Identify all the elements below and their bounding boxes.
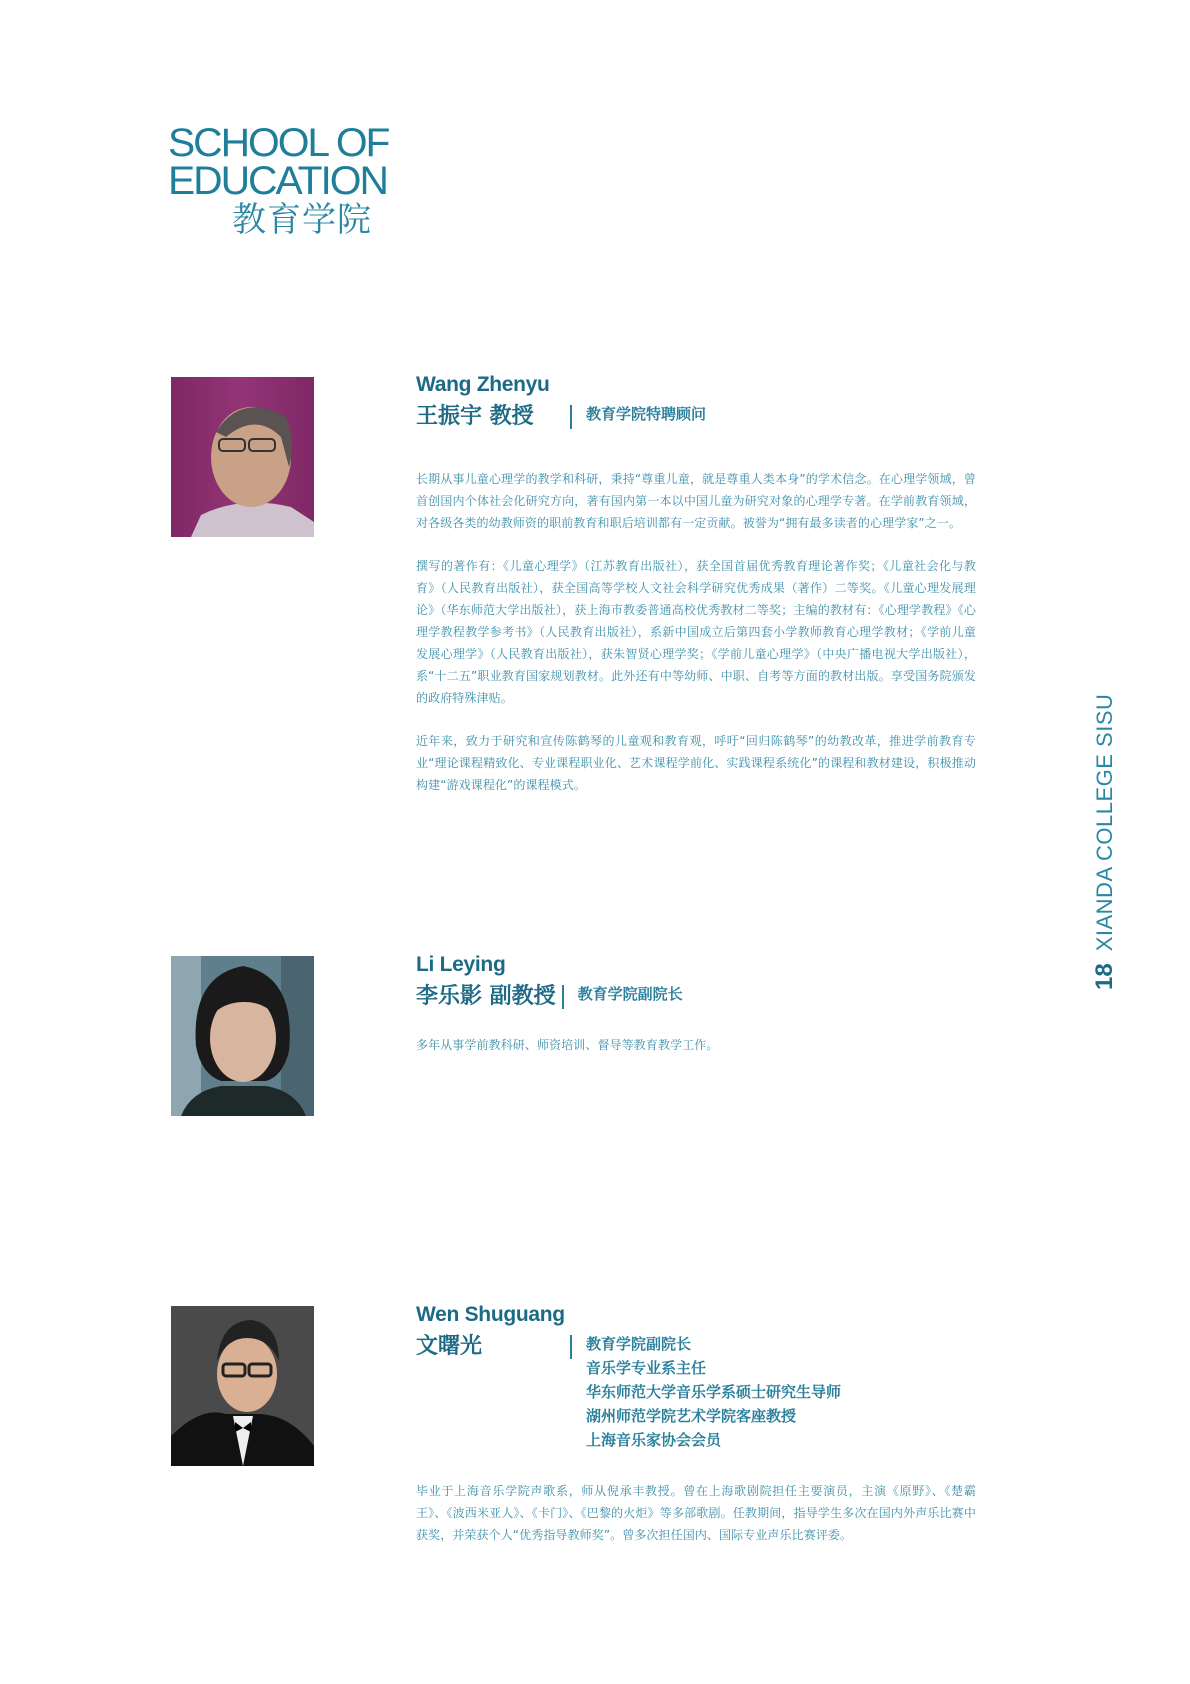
divider (570, 1335, 572, 1359)
bio-paragraph: 多年从事学前教科研、师资培训、督导等教育教学工作。 (416, 1038, 719, 1052)
bio-paragraph: 撰写的著作有：《儿童心理学》（江苏教育出版社），获全国首届优秀教育理论著作奖；《儿童社会化与教育》（人民教育出版社），获全国高等学校人文社会科学研究优秀成果（著作）二等奖。《儿童心理发展理论》（华东师范大学出版社），获上海市教委普通高校优秀教材二等奖；主编的教材有：《心理学教程》《心理学教程教学参考书》（人民教育出版社），系新中国成立后第四套小学教师教育心理学教材；《学前儿童发展心理学》（人民教育出版社），获朱智贤心理学奖；《学前儿童心理学》（中央广播电视大学出版社），系“十二五”职业教育国家规划教材。此外还有中等幼师、中职、自考等方面的教材出版。享受国务院颁发的政府特殊津贴。 (416, 559, 976, 705)
title-en-line2: EDUCATION (168, 159, 387, 203)
divider (570, 405, 572, 429)
portrait-wen-shuguang (171, 1306, 314, 1466)
title-cn: 教育学院 (232, 200, 372, 240)
role: 教育学院副院长 (577, 985, 683, 1003)
name-cn: 文曙光 (416, 1334, 483, 1359)
name-cn: 王振宇 教授 (416, 404, 534, 429)
role: 教育学院副院长 (586, 1335, 692, 1353)
bio-paragraph: 长期从事儿童心理学的教学和科研，秉持“尊重儿童，就是尊重人类本身”的学术信念。在心理学领域，曾首创国内个体社会化研究方向，著有国内第一本以中国儿童为研究对象的心理学专著。在学前教育领域，对各级各类的幼教师资的职前教育和职后培训都有一定贡献。被誉为“拥有最多读者的心理学家”之一。 (416, 472, 976, 530)
role: 上海音乐家协会会员 (586, 1431, 722, 1449)
role: 华东师范大学音乐学系硕士研究生导师 (586, 1383, 842, 1401)
person-photo-icon (171, 377, 314, 537)
name-en: Li Leying (416, 953, 506, 976)
divider (562, 985, 564, 1009)
role: 音乐学专业系主任 (586, 1359, 707, 1377)
profile-wang-zhenyu (416, 372, 976, 817)
profile-wen-shuguang (416, 1302, 976, 1567)
person-photo-icon (171, 956, 314, 1116)
role: 湖州师范学院艺术学院客座教授 (586, 1407, 797, 1425)
name-en: Wen Shuguang (416, 1303, 565, 1326)
profile-li-leying (416, 952, 976, 1077)
name-cn: 李乐影 副教授 (416, 984, 556, 1009)
page-title (168, 121, 428, 240)
bio-paragraph: 近年来，致力于研究和宣传陈鹤琴的儿童观和教育观，呼吁“回归陈鹤琴”的幼教改革，推进学前教育专业“理论课程精致化、专业课程职业化、艺术课程学前化、实践课程系统化”的课程和教材建设，积极推动构建“游戏课程化”的课程模式。 (416, 734, 976, 792)
role: 教育学院特聘顾问 (586, 405, 707, 423)
person-photo-icon (171, 1306, 314, 1466)
bio-paragraph: 毕业于上海音乐学院声歌系，师从倪承丰教授。曾在上海歌剧院担任主要演员，主演《原野》、《楚霸王》、《波西米亚人》、《卡门》、《巴黎的火炬》等多部歌剧。任教期间，指导学生多次在国内外声乐比赛中获奖，并荣获个人“优秀指导教师奖”。曾多次担任国内、国际专业声乐比赛评委。 (416, 1484, 976, 1542)
portrait-wang-zhenyu (171, 377, 314, 537)
page-number: 18 (1091, 963, 1118, 990)
page-footer-vertical (1090, 693, 1120, 990)
publication-name: XIANDA COLLEGE SISU (1092, 693, 1117, 952)
portrait-li-leying (171, 956, 314, 1116)
name-en: Wang Zhenyu (416, 373, 550, 396)
title-en-line1: SCHOOL OF (168, 121, 389, 165)
